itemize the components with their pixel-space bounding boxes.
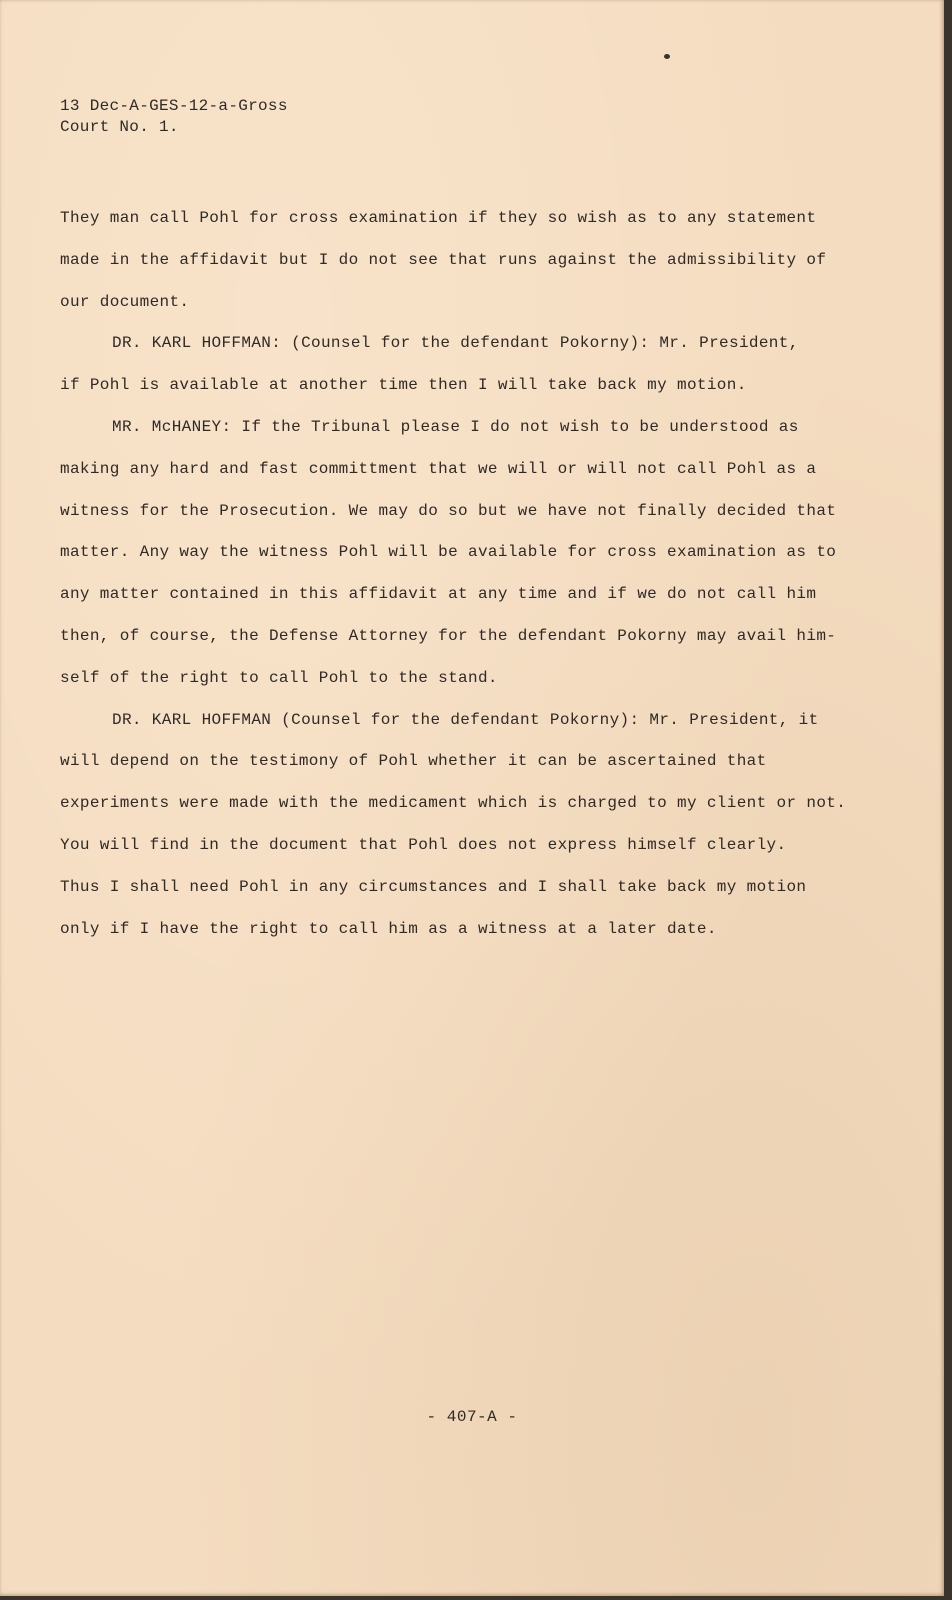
text-line: made in the affidavit but I do not see that runs against the admissibility of bbox=[60, 250, 827, 269]
text-line: only if I have the right to call him as a witness at a later date. bbox=[60, 919, 717, 938]
document-header bbox=[60, 96, 288, 138]
header-session-code: 13 Dec-A-GES-12-a-Gross bbox=[60, 97, 288, 115]
text-line: self of the right to call Pohl to the stand. bbox=[60, 668, 498, 687]
text-line: then, of course, the Defense Attorney for the defendant Pokorny may avail him- bbox=[60, 626, 837, 645]
text-line: our document. bbox=[60, 292, 190, 311]
header-court-number: Court No. 1. bbox=[60, 118, 179, 136]
ink-speck bbox=[664, 54, 670, 59]
paragraph-first-line: DR. KARL HOFFMAN (Counsel for the defendant Pokorny): Mr. President, it bbox=[112, 710, 819, 729]
text-line: matter. Any way the witness Pohl will be available for cross examination as to bbox=[60, 543, 837, 562]
text-line: You will find in the document that Pohl does not express himself clearly. bbox=[60, 835, 787, 854]
text-line: witness for the Prosecution. We may do so but we have not finally decided that bbox=[60, 501, 837, 520]
text-line: any matter contained in this affidavit at any time and if we do not call him bbox=[60, 585, 817, 604]
text-line: will depend on the testimony of Pohl whether it can be ascertained that bbox=[60, 752, 767, 771]
page-number: - 407-A - bbox=[426, 1408, 518, 1426]
paragraph-first-line: MR. McHANEY: If the Tribunal please I do not wish to be understood as bbox=[112, 417, 799, 436]
paragraph-first-line: DR. KARL HOFFMAN: (Counsel for the defendant Pokorny): Mr. President, bbox=[112, 334, 799, 353]
transcript-body bbox=[60, 198, 872, 950]
text-line: if Pohl is available at another time then I will take back my motion. bbox=[60, 376, 747, 395]
text-line: They man call Pohl for cross examination if they so wish as to any statement bbox=[60, 209, 817, 227]
text-line: experiments were made with the medicament which is charged to my client or not. bbox=[60, 794, 847, 813]
text-line: Thus I shall need Pohl in any circumstances and I shall take back my motion bbox=[60, 877, 807, 896]
text-line: making any hard and fast committment that we will or will not call Pohl as a bbox=[60, 459, 817, 478]
